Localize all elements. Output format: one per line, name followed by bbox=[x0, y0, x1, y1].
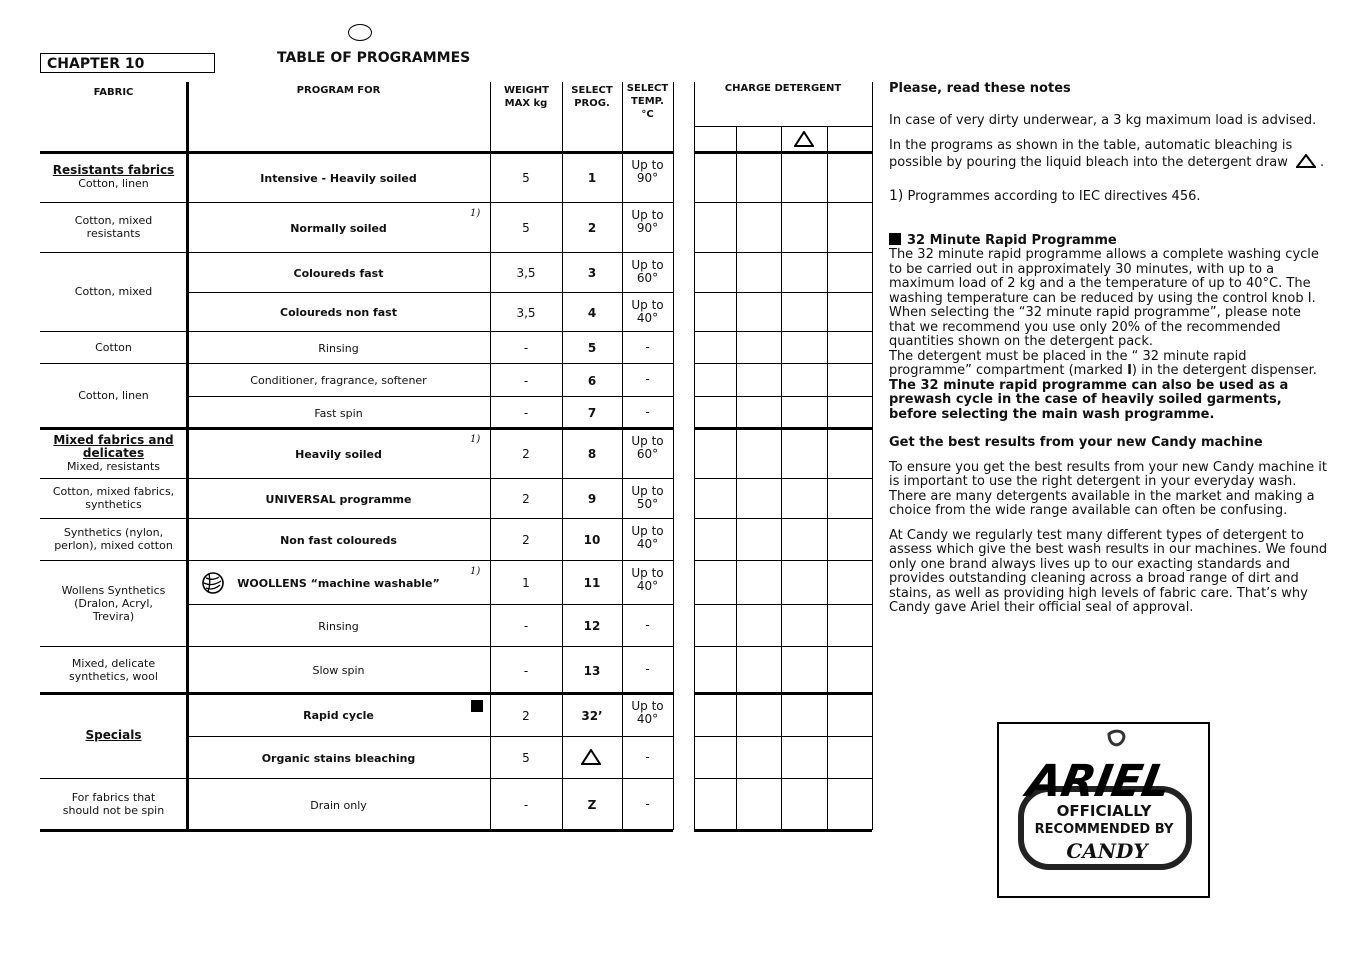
footnote-mark: 1) bbox=[470, 434, 481, 445]
fabric-group-title: Specials bbox=[85, 728, 142, 742]
bleaching-triangle-icon bbox=[581, 749, 601, 765]
prog-number-cell: Z bbox=[587, 798, 597, 812]
prog-number-cell: 7 bbox=[587, 406, 597, 420]
language-oval bbox=[348, 24, 372, 41]
col-program-header: PROGRAM FOR bbox=[296, 85, 381, 96]
program-cell: Non fast coloureds bbox=[280, 533, 397, 547]
temp-cell: - bbox=[645, 796, 650, 811]
fabric-cell bbox=[40, 253, 187, 330]
program-cell: Conditioner, fragrance, softener bbox=[250, 374, 427, 387]
prog-number-cell: 3 bbox=[587, 266, 597, 280]
weight-cell: 3,5 bbox=[516, 266, 536, 280]
fabric-cell bbox=[40, 647, 187, 692]
temp-cell: Up to 60° bbox=[631, 258, 664, 285]
note-footnote: 1) Programmes according to IEC directives 456. bbox=[889, 188, 1201, 204]
weight-cell: 5 bbox=[522, 751, 530, 765]
fabric-text: Cotton, mixed bbox=[74, 285, 153, 298]
fabric-group-title: Resistants fabrics bbox=[52, 163, 175, 177]
weight-cell: - bbox=[523, 341, 529, 355]
best-text-1: To ensure you get the best results from your new Candy machine it is important to use the right detergent in your everyday wash. There are many detergents available in the market and making a choice from the wide range available can often be confusing. bbox=[889, 459, 1327, 518]
fabric-cell bbox=[40, 561, 187, 645]
prog-number-cell: 8 bbox=[587, 447, 597, 461]
chapter-label: CHAPTER 10 bbox=[40, 53, 215, 73]
program-cell: Coloureds non fast bbox=[280, 306, 397, 319]
weight-cell: - bbox=[523, 406, 529, 420]
prog-number-cell: 32’ bbox=[581, 708, 603, 723]
fabric-text: Wollens Synthetics (Dralon, Acryl, Trevira) bbox=[61, 583, 166, 623]
prog-number-cell: 12 bbox=[583, 619, 601, 633]
best-text-2: At Candy we regularly test many different types of detergent to assess which give the best wash results in our machines. We found only one brand always lives up to our exacting standards and provides outstanding cleaning across a broad range of dirt and stains, as well as providing high levels of fabric care. That’s why Candy gave Ariel their official seal of approval. bbox=[889, 527, 1328, 615]
weight-cell: - bbox=[523, 798, 529, 812]
rapid-text-2: When selecting the “32 minute rapid programme”, please note that we recommend you use only 20% of the recommended quantities shown on the detergent pack. bbox=[889, 305, 1301, 349]
temp-cell: Up to 40° bbox=[631, 298, 664, 325]
rapid-square-icon bbox=[889, 233, 901, 245]
col-fabric-header: FABRIC bbox=[93, 87, 134, 98]
note-bleach: In the programs as shown in the table, automatic bleaching is possible by pouring the liquid bleach into the detergent draw . bbox=[889, 138, 1325, 170]
prog-number-cell: 10 bbox=[583, 533, 601, 547]
best-heading: Get the best results from your new Candy machine bbox=[889, 435, 1263, 450]
fabric-cell bbox=[40, 479, 187, 517]
prog-number-cell: 4 bbox=[587, 305, 597, 320]
temp-cell: Up to 90° bbox=[631, 208, 664, 235]
weight-cell: 5 bbox=[522, 171, 530, 185]
weight-cell: 2 bbox=[522, 533, 530, 547]
weight-cell: 3,5 bbox=[516, 305, 536, 320]
program-cell: Coloureds fast bbox=[293, 266, 384, 280]
notes-heading: Please, read these notes bbox=[889, 81, 1071, 96]
weight-cell: 1 bbox=[522, 576, 530, 590]
temp-cell: Up to 40° bbox=[631, 566, 664, 593]
weight-cell: 2 bbox=[522, 708, 530, 723]
prog-number-cell: 2 bbox=[587, 221, 597, 235]
col-temp-header: SELECT TEMP. °C bbox=[626, 83, 669, 120]
fabric-text: Cotton, linen bbox=[78, 177, 149, 190]
fabric-cell bbox=[40, 364, 187, 427]
weight-cell: 5 bbox=[522, 221, 530, 235]
program-cell: Intensive - Heavily soiled bbox=[260, 171, 417, 185]
rapid-text-1: The 32 minute rapid programme allows a complete washing cycle to be carried out in approximately 30 minutes, with up to a maximum load of 2 kg and a the temperature of up to 40°C. The washing temperature can be reduced by using the control knob I. bbox=[889, 247, 1319, 306]
fabric-text: Synthetics (nylon, perlon), mixed cotton bbox=[54, 526, 173, 552]
program-cell: Slow spin bbox=[312, 664, 365, 677]
fabric-text: Mixed, resistants bbox=[66, 459, 161, 473]
fabric-cell bbox=[40, 153, 187, 201]
fabric-text: Mixed, delicate synthetics, wool bbox=[69, 656, 158, 683]
col-charge-header: CHARGE DETERGENT bbox=[724, 83, 842, 94]
temp-cell: Up to 40° bbox=[631, 524, 664, 551]
temp-cell: - bbox=[645, 339, 650, 354]
prog-number-cell: 6 bbox=[587, 373, 597, 388]
temp-cell: Up to 50° bbox=[631, 484, 664, 511]
fabric-text: Cotton, linen bbox=[78, 389, 149, 402]
temp-cell: Up to 60° bbox=[631, 434, 664, 461]
fabric-cell bbox=[40, 203, 187, 251]
temp-cell: - bbox=[645, 404, 650, 419]
rapid-heading: 32 Minute Rapid Programme bbox=[889, 233, 1329, 249]
fabric-cell bbox=[40, 429, 187, 477]
fabric-text: For fabrics that should not be spin bbox=[62, 791, 165, 817]
note-underwear: In case of very dirty underwear, a 3 kg maximum load is advised. bbox=[889, 112, 1317, 128]
prog-number-cell: 11 bbox=[583, 576, 601, 590]
page-title: TABLE OF PROGRAMMES bbox=[277, 50, 471, 66]
temp-cell: - bbox=[645, 662, 650, 676]
temp-cell: - bbox=[645, 372, 650, 386]
col-prog-header: SELECT PROG. bbox=[571, 85, 613, 109]
program-cell: Fast spin bbox=[314, 406, 363, 420]
col-weight-header: WEIGHT MAX kg bbox=[504, 85, 549, 109]
ariel-line1: OFFICIALLY bbox=[1056, 802, 1152, 820]
program-cell: Rinsing bbox=[318, 619, 359, 633]
ariel-line3: CANDY bbox=[1066, 839, 1148, 863]
ariel-swirl-icon bbox=[1109, 731, 1124, 745]
program-cell: UNIVERSAL programme bbox=[265, 492, 412, 506]
rapid-square-icon bbox=[471, 700, 483, 712]
ariel-line2: RECOMMENDED BY bbox=[1034, 822, 1174, 837]
footnote-mark: 1) bbox=[470, 208, 481, 219]
program-cell: Rapid cycle bbox=[303, 709, 374, 722]
program-cell: WOOLLENS “machine washable” bbox=[237, 576, 440, 590]
prog-number-cell: 13 bbox=[583, 663, 601, 678]
weight-cell: - bbox=[523, 619, 529, 633]
temp-cell: Up to 90° bbox=[631, 158, 664, 185]
program-cell: Normally soiled bbox=[290, 221, 387, 235]
prog-number-cell: 5 bbox=[587, 341, 597, 355]
temp-cell: - bbox=[645, 749, 650, 764]
rapid-bold-note: The 32 minute rapid programme can also be used as a prewash cycle in the case of heavily soiled garments, before selecting the main wash programme. bbox=[889, 377, 1289, 422]
fabric-text: Cotton, mixed resistants bbox=[74, 214, 153, 240]
weight-cell: 2 bbox=[522, 447, 530, 461]
ariel-seal-graphic bbox=[999, 724, 1208, 896]
ariel-brand: ARIEL bbox=[1023, 756, 1175, 807]
program-cell: Heavily soiled bbox=[295, 447, 382, 461]
prog-number-cell: 9 bbox=[587, 492, 597, 506]
notes-section bbox=[889, 82, 1329, 616]
fabric-text: Cotton, mixed fabrics, synthetics bbox=[52, 485, 175, 511]
footnote-mark: 1) bbox=[470, 566, 481, 577]
fabric-text: Cotton bbox=[95, 340, 132, 354]
fabric-cell bbox=[40, 519, 187, 559]
weight-cell: - bbox=[523, 663, 529, 678]
program-cell: Rinsing bbox=[318, 341, 359, 355]
fabric-group-title: Mixed fabrics and delicates bbox=[53, 432, 174, 460]
program-cell: Organic stains bleaching bbox=[261, 751, 416, 765]
temp-cell: - bbox=[645, 617, 650, 632]
temp-cell: Up to 40° bbox=[631, 699, 664, 726]
ariel-logo bbox=[997, 722, 1210, 898]
program-cell: Drain only bbox=[310, 798, 367, 812]
prog-number-cell: 1 bbox=[587, 171, 597, 185]
weight-cell: - bbox=[523, 373, 529, 388]
weight-cell: 2 bbox=[522, 492, 530, 506]
wool-ball-icon bbox=[201, 571, 225, 595]
fabric-cell bbox=[40, 779, 187, 829]
fabric-cell bbox=[40, 694, 187, 777]
rapid-text-3: The detergent must be placed in the “ 32 minute rapid programme” compartment (marked I) in the detergent dispenser. bbox=[889, 348, 1317, 378]
fabric-cell bbox=[40, 332, 187, 362]
bleach-triangle-icon bbox=[1296, 154, 1316, 168]
charge-bleach-triangle-icon bbox=[794, 131, 814, 147]
